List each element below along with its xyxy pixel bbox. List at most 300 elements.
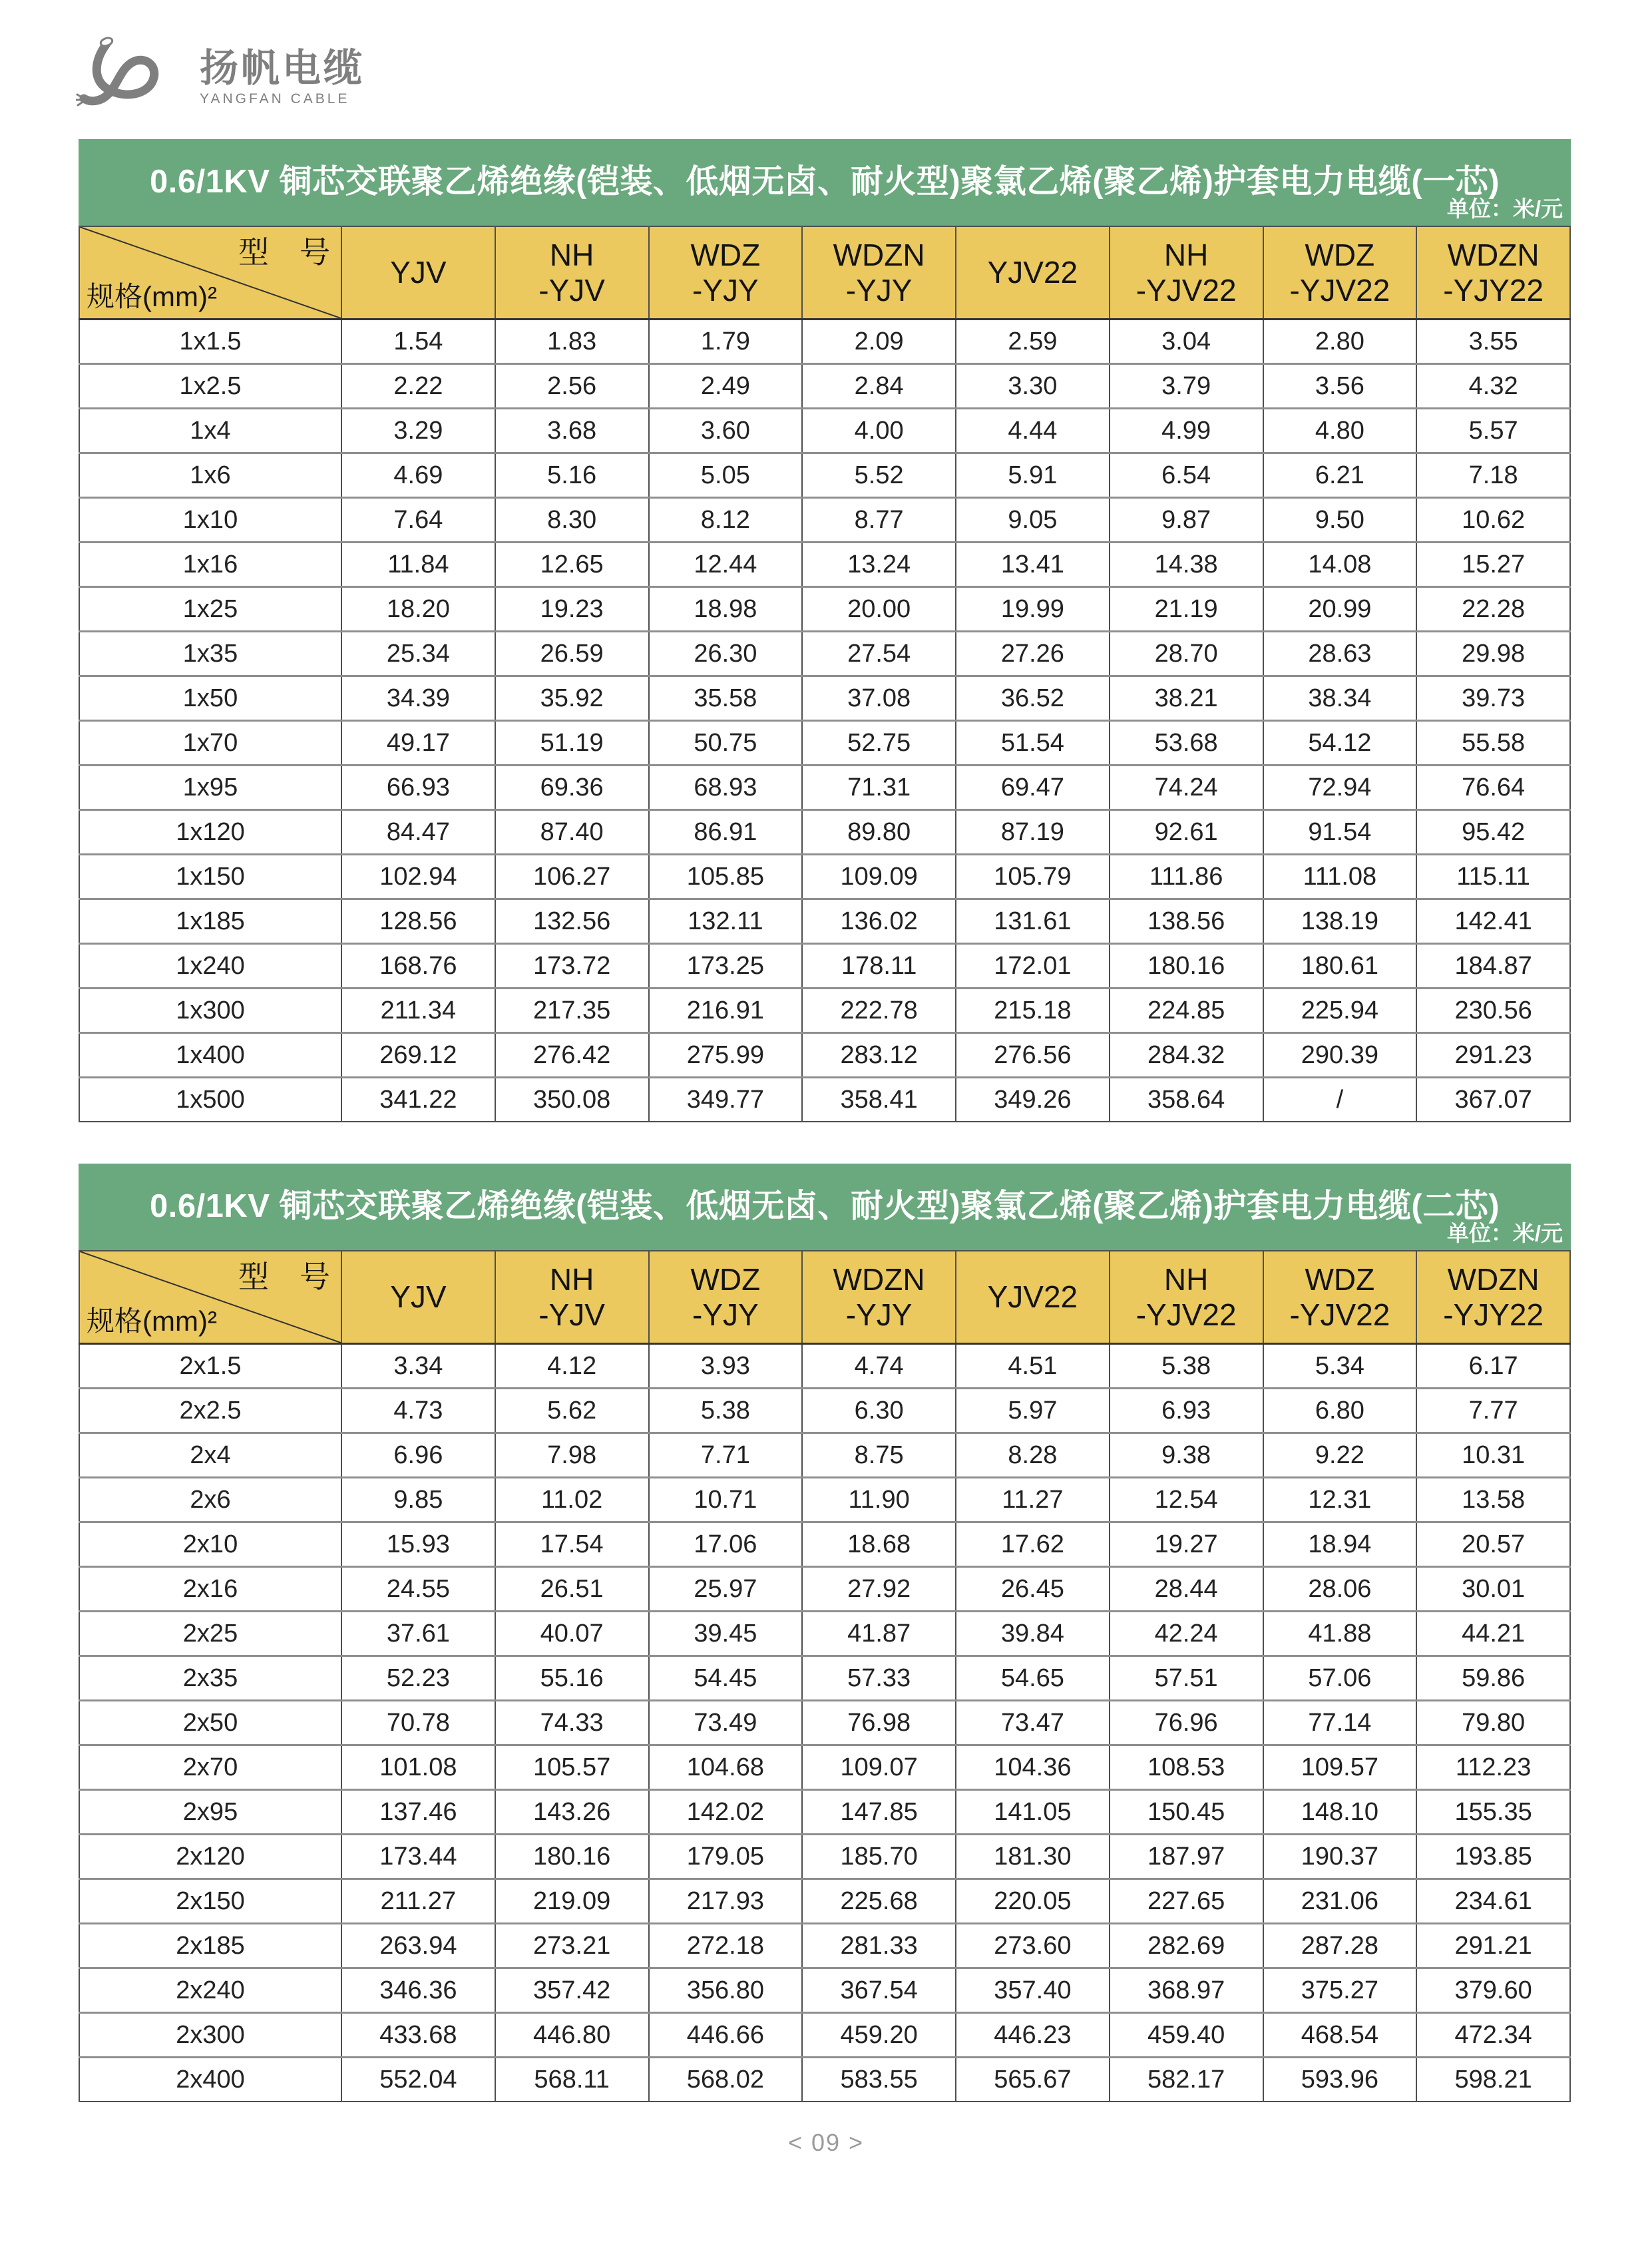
price-row (79, 1612, 1570, 1656)
price-cell: 8.75 (802, 1433, 956, 1478)
price-cell: 7.71 (649, 1433, 803, 1478)
price-cell: 346.36 (341, 1968, 495, 2013)
price-cell: 28.06 (1263, 1567, 1417, 1612)
price-cell: 35.58 (649, 676, 803, 721)
price-cell: 6.80 (1263, 1389, 1417, 1433)
price-cell: 2.49 (649, 364, 803, 409)
price-cell: 26.51 (495, 1567, 649, 1612)
price-cell: 3.04 (1110, 320, 1263, 364)
price-cell: 111.08 (1263, 855, 1417, 899)
price-cell: 568.02 (649, 2058, 803, 2102)
price-cell: 55.58 (1416, 721, 1570, 766)
price-cell: 50.75 (649, 721, 803, 766)
price-row (79, 721, 1570, 766)
price-row (79, 1745, 1570, 1790)
price-cell: 4.44 (956, 409, 1110, 453)
price-row (79, 766, 1570, 810)
price-cell: 350.08 (495, 1078, 649, 1122)
price-cell: 184.87 (1416, 944, 1570, 989)
price-cell: 5.52 (802, 453, 956, 498)
column-header: WDZN -YJY22 (1416, 1251, 1570, 1344)
price-cell: 6.54 (1110, 453, 1263, 498)
price-cell: 28.63 (1263, 632, 1417, 676)
price-cell: 39.73 (1416, 676, 1570, 721)
column-header: WDZ -YJY (649, 226, 803, 320)
price-cell: 598.21 (1416, 2058, 1570, 2102)
price-cell: 28.70 (1110, 632, 1263, 676)
price-cell: 52.75 (802, 721, 956, 766)
spec-cell: 2x10 (79, 1522, 341, 1567)
spec-cell: 2x1.5 (79, 1344, 341, 1389)
column-header: YJV (341, 1251, 495, 1344)
spec-cell: 1x500 (79, 1078, 341, 1122)
price-cell: 2.56 (495, 364, 649, 409)
price-row (79, 1656, 1570, 1701)
price-cell: 180.61 (1263, 944, 1417, 989)
price-cell: 379.60 (1416, 1968, 1570, 2013)
price-cell: 263.94 (341, 1924, 495, 1968)
price-cell: 4.80 (1263, 409, 1417, 453)
column-header: WDZN -YJY (802, 226, 956, 320)
price-cell: 290.39 (1263, 1033, 1417, 1078)
price-row (79, 543, 1570, 587)
price-cell: 76.64 (1416, 766, 1570, 810)
price-cell: 368.97 (1110, 1968, 1263, 2013)
price-cell: 5.57 (1416, 409, 1570, 453)
spec-cell: 2x50 (79, 1701, 341, 1745)
header-row (79, 226, 1570, 320)
price-cell: 132.11 (649, 899, 803, 944)
price-cell: 10.62 (1416, 498, 1570, 543)
price-cell: / (1263, 1078, 1417, 1122)
price-cell: 27.26 (956, 632, 1110, 676)
price-grid-body (79, 320, 1570, 1122)
price-cell: 459.20 (802, 2013, 956, 2058)
spec-cell: 1x10 (79, 498, 341, 543)
price-row (79, 1344, 1570, 1389)
price-cell: 446.66 (649, 2013, 803, 2058)
price-cell: 138.56 (1110, 899, 1263, 944)
column-header: YJV (341, 226, 495, 320)
price-cell: 5.16 (495, 453, 649, 498)
price-table-block-single-core (79, 139, 1571, 1122)
price-cell: 10.71 (649, 1478, 803, 1522)
price-cell: 173.44 (341, 1835, 495, 1879)
price-cell: 54.65 (956, 1656, 1110, 1701)
price-cell: 357.42 (495, 1968, 649, 2013)
price-table-block-two-core (79, 1164, 1571, 2102)
price-cell: 53.68 (1110, 721, 1263, 766)
spec-cell: 2x25 (79, 1612, 341, 1656)
price-cell: 5.38 (1110, 1344, 1263, 1389)
spec-cell: 1x185 (79, 899, 341, 944)
price-cell: 17.62 (956, 1522, 1110, 1567)
corner-label-model: 型 号 (238, 235, 330, 270)
price-cell: 76.96 (1110, 1701, 1263, 1745)
price-row (79, 409, 1570, 453)
price-cell: 472.34 (1416, 2013, 1570, 2058)
brand-name-cn: 扬帆电缆 (200, 47, 365, 90)
price-cell: 12.65 (495, 543, 649, 587)
price-cell: 87.40 (495, 810, 649, 855)
price-cell: 25.97 (649, 1567, 803, 1612)
price-cell: 69.47 (956, 766, 1110, 810)
price-row (79, 1478, 1570, 1522)
price-cell: 28.44 (1110, 1567, 1263, 1612)
price-row (79, 320, 1570, 364)
price-cell: 24.55 (341, 1567, 495, 1612)
price-cell: 2.22 (341, 364, 495, 409)
price-cell: 4.69 (341, 453, 495, 498)
price-cell: 17.06 (649, 1522, 803, 1567)
spec-cell: 1x50 (79, 676, 341, 721)
column-header: WDZ -YJY (649, 1251, 803, 1344)
price-row (79, 1567, 1570, 1612)
price-cell: 3.93 (649, 1344, 803, 1389)
price-grid-header (79, 226, 1570, 320)
price-cell: 230.56 (1416, 989, 1570, 1033)
price-cell: 283.12 (802, 1033, 956, 1078)
price-grid-body (79, 1344, 1570, 2102)
price-cell: 132.56 (495, 899, 649, 944)
price-cell: 52.23 (341, 1656, 495, 1701)
spec-cell: 2x150 (79, 1879, 341, 1924)
price-cell: 211.34 (341, 989, 495, 1033)
price-cell: 2.09 (802, 320, 956, 364)
price-cell: 13.58 (1416, 1478, 1570, 1522)
table-title-band (79, 1164, 1571, 1250)
price-cell: 2.59 (956, 320, 1110, 364)
price-cell: 35.92 (495, 676, 649, 721)
price-cell: 26.45 (956, 1567, 1110, 1612)
price-cell: 74.33 (495, 1701, 649, 1745)
price-cell: 349.26 (956, 1078, 1110, 1122)
spec-cell: 1x150 (79, 855, 341, 899)
price-cell: 25.34 (341, 632, 495, 676)
price-cell: 4.32 (1416, 364, 1570, 409)
price-cell: 10.31 (1416, 1433, 1570, 1478)
spec-cell: 2x35 (79, 1656, 341, 1701)
spec-cell: 1x1.5 (79, 320, 341, 364)
price-row (79, 1389, 1570, 1433)
spec-cell: 1x240 (79, 944, 341, 989)
price-cell: 69.36 (495, 766, 649, 810)
price-row (79, 1924, 1570, 1968)
price-cell: 172.01 (956, 944, 1110, 989)
price-cell: 5.34 (1263, 1344, 1417, 1389)
price-cell: 66.93 (341, 766, 495, 810)
price-cell: 9.05 (956, 498, 1110, 543)
price-cell: 72.94 (1263, 766, 1417, 810)
column-header: NH -YJV (495, 226, 649, 320)
unit-label: 单位：米/元 (1446, 196, 1563, 221)
spec-cell: 2x95 (79, 1790, 341, 1835)
price-cell: 367.07 (1416, 1078, 1570, 1122)
price-cell: 3.56 (1263, 364, 1417, 409)
price-row (79, 989, 1570, 1033)
price-cell: 27.92 (802, 1567, 956, 1612)
price-cell: 11.84 (341, 543, 495, 587)
price-cell: 59.86 (1416, 1656, 1570, 1701)
price-cell: 273.21 (495, 1924, 649, 1968)
price-cell: 36.52 (956, 676, 1110, 721)
spec-cell: 2x16 (79, 1567, 341, 1612)
column-header: YJV22 (956, 226, 1110, 320)
price-cell: 143.26 (495, 1790, 649, 1835)
price-cell: 37.61 (341, 1612, 495, 1656)
price-cell: 20.57 (1416, 1522, 1570, 1567)
price-cell: 234.61 (1416, 1879, 1570, 1924)
price-cell: 155.35 (1416, 1790, 1570, 1835)
price-cell: 128.56 (341, 899, 495, 944)
price-cell: 2.84 (802, 364, 956, 409)
price-cell: 173.25 (649, 944, 803, 989)
corner-header-cell (79, 1251, 341, 1344)
price-cell: 217.35 (495, 989, 649, 1033)
price-cell: 180.16 (1110, 944, 1263, 989)
price-cell: 91.54 (1263, 810, 1417, 855)
price-cell: 30.01 (1416, 1567, 1570, 1612)
price-cell: 9.87 (1110, 498, 1263, 543)
price-cell: 211.27 (341, 1879, 495, 1924)
price-cell: 141.05 (956, 1790, 1110, 1835)
price-cell: 106.27 (495, 855, 649, 899)
price-cell: 224.85 (1110, 989, 1263, 1033)
spec-cell: 2x240 (79, 1968, 341, 2013)
table-title: 0.6/1KV 铜芯交联聚乙烯绝缘(铠装、低烟无卤、耐火型)聚氯乙烯(聚乙烯)护套电力电缆(二芯) (149, 1188, 1500, 1224)
price-cell: 105.79 (956, 855, 1110, 899)
price-cell: 55.16 (495, 1656, 649, 1701)
price-cell: 284.32 (1110, 1033, 1263, 1078)
price-cell: 4.99 (1110, 409, 1263, 453)
price-cell: 18.98 (649, 587, 803, 632)
price-cell: 459.40 (1110, 2013, 1263, 2058)
price-cell: 142.41 (1416, 899, 1570, 944)
price-cell: 51.19 (495, 721, 649, 766)
price-cell: 7.64 (341, 498, 495, 543)
price-cell: 225.94 (1263, 989, 1417, 1033)
price-row (79, 1522, 1570, 1567)
price-row (79, 1790, 1570, 1835)
price-cell: 6.93 (1110, 1389, 1263, 1433)
price-cell: 8.12 (649, 498, 803, 543)
price-cell: 68.93 (649, 766, 803, 810)
price-cell: 582.17 (1110, 2058, 1263, 2102)
price-cell: 150.45 (1110, 1790, 1263, 1835)
price-cell: 8.77 (802, 498, 956, 543)
spec-cell: 1x400 (79, 1033, 341, 1078)
column-header: WDZ -YJV22 (1263, 1251, 1417, 1344)
price-cell: 3.55 (1416, 320, 1570, 364)
price-cell: 349.77 (649, 1078, 803, 1122)
corner-label-spec: 规格(mm)² (87, 280, 217, 312)
price-cell: 20.99 (1263, 587, 1417, 632)
price-cell: 137.46 (341, 1790, 495, 1835)
price-cell: 358.64 (1110, 1078, 1263, 1122)
price-cell: 11.02 (495, 1478, 649, 1522)
price-cell: 5.97 (956, 1389, 1110, 1433)
price-cell: 22.28 (1416, 587, 1570, 632)
price-cell: 9.50 (1263, 498, 1417, 543)
price-cell: 18.20 (341, 587, 495, 632)
price-cell: 468.54 (1263, 2013, 1417, 2058)
price-cell: 5.91 (956, 453, 1110, 498)
price-cell: 38.21 (1110, 676, 1263, 721)
price-cell: 104.68 (649, 1745, 803, 1790)
price-cell: 272.18 (649, 1924, 803, 1968)
price-cell: 29.98 (1416, 632, 1570, 676)
price-cell: 446.80 (495, 2013, 649, 2058)
price-cell: 12.44 (649, 543, 803, 587)
spec-cell: 2x185 (79, 1924, 341, 1968)
header-row (79, 1251, 1570, 1344)
price-cell: 84.47 (341, 810, 495, 855)
price-cell: 4.73 (341, 1389, 495, 1433)
price-cell: 86.91 (649, 810, 803, 855)
price-cell: 6.30 (802, 1389, 956, 1433)
price-cell: 21.19 (1110, 587, 1263, 632)
price-row (79, 899, 1570, 944)
price-cell: 9.38 (1110, 1433, 1263, 1478)
price-cell: 178.11 (802, 944, 956, 989)
price-cell: 3.34 (341, 1344, 495, 1389)
brand-name-en: YANGFAN CABLE (200, 91, 350, 107)
price-cell: 269.12 (341, 1033, 495, 1078)
price-cell: 3.60 (649, 409, 803, 453)
spec-cell: 1x25 (79, 587, 341, 632)
page-number: < 09 > (787, 2129, 865, 2156)
price-cell: 15.27 (1416, 543, 1570, 587)
price-cell: 105.85 (649, 855, 803, 899)
price-cell: 147.85 (802, 1790, 956, 1835)
price-cell: 57.51 (1110, 1656, 1263, 1701)
price-cell: 215.18 (956, 989, 1110, 1033)
price-grid-two-core (79, 1250, 1571, 2102)
price-cell: 7.77 (1416, 1389, 1570, 1433)
price-cell: 74.24 (1110, 766, 1263, 810)
price-cell: 375.27 (1263, 1968, 1417, 2013)
price-cell: 26.30 (649, 632, 803, 676)
price-cell: 73.47 (956, 1701, 1110, 1745)
spec-cell: 2x400 (79, 2058, 341, 2102)
price-cell: 73.49 (649, 1701, 803, 1745)
price-cell: 108.53 (1110, 1745, 1263, 1790)
brand-logo (76, 31, 365, 109)
price-row (79, 1968, 1570, 2013)
price-cell: 76.98 (802, 1701, 956, 1745)
price-cell: 102.94 (341, 855, 495, 899)
price-cell: 180.16 (495, 1835, 649, 1879)
price-cell: 19.23 (495, 587, 649, 632)
price-row (79, 453, 1570, 498)
price-cell: 148.10 (1263, 1790, 1417, 1835)
price-cell: 95.42 (1416, 810, 1570, 855)
price-row (79, 1701, 1570, 1745)
price-cell: 185.70 (802, 1835, 956, 1879)
price-cell: 568.11 (495, 2058, 649, 2102)
price-cell: 112.23 (1416, 1745, 1570, 1790)
spec-cell: 2x6 (79, 1478, 341, 1522)
price-cell: 8.30 (495, 498, 649, 543)
spec-cell: 2x2.5 (79, 1389, 341, 1433)
spec-cell: 1x35 (79, 632, 341, 676)
price-cell: 142.02 (649, 1790, 803, 1835)
price-cell: 187.97 (1110, 1835, 1263, 1879)
spec-cell: 2x70 (79, 1745, 341, 1790)
price-cell: 27.54 (802, 632, 956, 676)
column-header: YJV22 (956, 1251, 1110, 1344)
price-row (79, 810, 1570, 855)
corner-header-cell (79, 226, 341, 320)
price-cell: 1.83 (495, 320, 649, 364)
price-cell: 79.80 (1416, 1701, 1570, 1745)
price-cell: 168.76 (341, 944, 495, 989)
corner-label-spec: 规格(mm)² (87, 1305, 217, 1337)
price-row (79, 632, 1570, 676)
price-cell: 282.69 (1110, 1924, 1263, 1968)
price-cell: 231.06 (1263, 1879, 1417, 1924)
price-cell: 13.24 (802, 543, 956, 587)
price-cell: 138.19 (1263, 899, 1417, 944)
price-cell: 8.28 (956, 1433, 1110, 1478)
spec-cell: 1x16 (79, 543, 341, 587)
price-cell: 89.80 (802, 810, 956, 855)
price-cell: 40.07 (495, 1612, 649, 1656)
price-cell: 109.57 (1263, 1745, 1417, 1790)
spec-cell: 1x120 (79, 810, 341, 855)
price-cell: 41.88 (1263, 1612, 1417, 1656)
price-cell: 70.78 (341, 1701, 495, 1745)
price-cell: 216.91 (649, 989, 803, 1033)
price-cell: 356.80 (649, 1968, 803, 2013)
price-cell: 104.36 (956, 1745, 1110, 1790)
price-row (79, 364, 1570, 409)
price-cell: 71.31 (802, 766, 956, 810)
price-cell: 9.85 (341, 1478, 495, 1522)
price-cell: 220.05 (956, 1879, 1110, 1924)
spec-cell: 1x4 (79, 409, 341, 453)
price-cell: 5.05 (649, 453, 803, 498)
price-cell: 131.61 (956, 899, 1110, 944)
spec-cell: 2x300 (79, 2013, 341, 2058)
price-cell: 227.65 (1110, 1879, 1263, 1924)
price-cell: 54.12 (1263, 721, 1417, 766)
price-cell: 367.54 (802, 1968, 956, 2013)
price-cell: 19.99 (956, 587, 1110, 632)
price-cell: 5.62 (495, 1389, 649, 1433)
price-row (79, 2058, 1570, 2102)
price-cell: 217.93 (649, 1879, 803, 1924)
price-row (79, 498, 1570, 543)
price-cell: 87.19 (956, 810, 1110, 855)
price-cell: 34.39 (341, 676, 495, 721)
spec-cell: 1x2.5 (79, 364, 341, 409)
column-header: NH -YJV22 (1110, 1251, 1263, 1344)
price-cell: 11.27 (956, 1478, 1110, 1522)
price-cell: 275.99 (649, 1033, 803, 1078)
price-cell: 291.23 (1416, 1033, 1570, 1078)
price-cell: 38.34 (1263, 676, 1417, 721)
price-cell: 57.33 (802, 1656, 956, 1701)
price-cell: 219.09 (495, 1879, 649, 1924)
column-header: NH -YJV (495, 1251, 649, 1344)
price-cell: 565.67 (956, 2058, 1110, 2102)
price-cell: 12.54 (1110, 1478, 1263, 1522)
price-row (79, 944, 1570, 989)
column-header: WDZN -YJY22 (1416, 226, 1570, 320)
corner-label-model: 型 号 (238, 1259, 330, 1294)
price-cell: 1.79 (649, 320, 803, 364)
